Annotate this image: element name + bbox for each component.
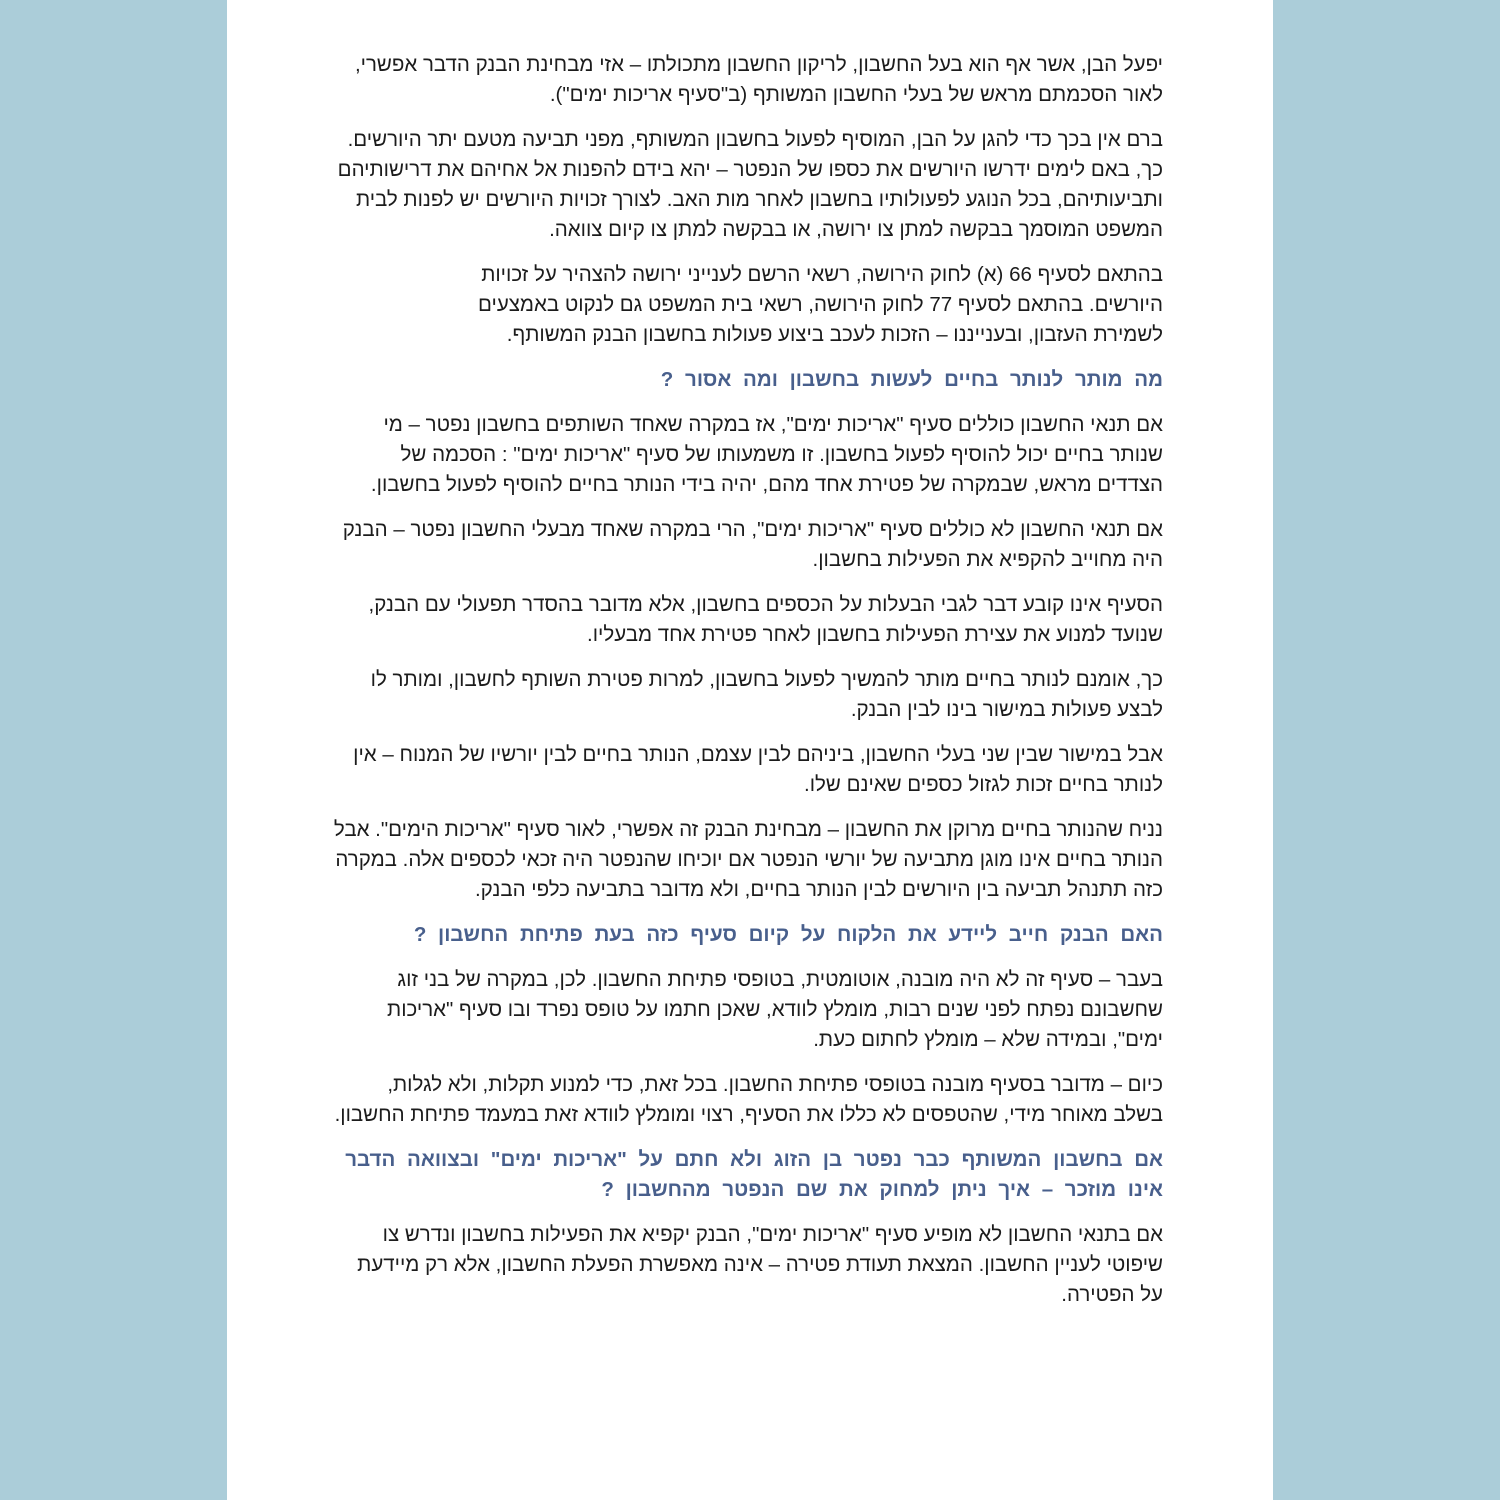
paragraph-3: בהתאם לסעיף 66 (א) לחוק הירושה, רשאי הרשם לענייני ירושה להצהיר על זכויות היורשים. בהתאם לסעיף 77 לחוק הירושה, רשאי בית המשפט גם לנקוט באמצעים לשמירת העזבון, ובענייננו – הזכות לעכב ביצוע פעולות בחשבון הבנק המשותף. (478, 263, 1163, 346)
paragraph-7: כך, אומנם לנותר בחיים מותר להמשיך לפעול בחשבון, למרות פטירת השותף לחשבון, ומותר לו לבצע פעולות במישור בינו לבין הבנק. (370, 668, 1163, 721)
paragraph-1: יפעל הבן, אשר אף הוא בעל החשבון, לריקון החשבון מתכולתו – אזי מבחינת הבנק הדבר אפשרי, לאור הסכמתם מראש של בעלי החשבון המשותף (ב"סעיף אריכות ימים"). (354, 53, 1163, 106)
section-heading-allowed-forbidden: מה מותר לנותר בחיים לעשות בחשבון ומה אסור ? (660, 368, 1163, 391)
paragraph-10: בעבר – סעיף זה לא היה מובנה, אוטומטית, בטופסי פתיחת החשבון. לכן, במקרה של בני זוג שחשבונם נפתח לפני שנים רבות, מומלץ לוודא, שאכן חתמו על טופס נפרד ובו סעיף "אריכות ימים", ובמידה שלא – מומלץ לחתום כעת. (387, 968, 1163, 1051)
section-heading-bank-obligation: האם הבנק חייב ליידע את הלקוח על קיום סעיף כזה בעת פתיחת החשבון ? (413, 923, 1163, 946)
paragraph-5: אם תנאי החשבון לא כוללים סעיף "אריכות ימים", הרי במקרה שאחד מבעלי החשבון נפטר – הבנק היה מחוייב להקפיא את הפעילות בחשבון. (342, 518, 1163, 571)
document-page (227, 0, 1273, 1500)
paragraph-4: אם תנאי החשבון כוללים סעיף "אריכות ימים", אז במקרה שאחד השותפים בחשבון נפטר – מי שנותר בחיים יכול להוסיף לפעול בחשבון. זו משמעותו של סעיף "אריכות ימים" : הסכמה של הצדדים מראש, שבמקרה של פטירת אחד מהם, יהיה בידי הנותר בחיים להוסיף לפעול בחשבון. (370, 413, 1163, 496)
paragraph-6: הסעיף אינו קובע דבר לגבי הבעלות על הכספים בחשבון, אלא מדובר בהסדר תפעולי עם הבנק, שנועד למנוע את עצירת הפעילות בחשבון לאחר פטירת אחד מבעליו. (368, 593, 1163, 646)
paragraph-12: אם בתנאי החשבון לא מופיע סעיף "אריכות ימים", הבנק יקפיא את הפעילות בחשבון ונדרש צו שיפוטי לעניין החשבון. המצאת תעודת פטירה – אינה מאפשרת הפעלת החשבון, אלא רק מיידעת על הפטירה. (357, 1223, 1163, 1306)
section-heading-remove-deceased: אם בחשבון המשותף כבר נפטר בן הזוג ולא חתם על "אריכות ימים" ובצוואה הדבר אינו מוזכר – איך ניתן למחוק את שם הנפטר מהחשבון ? (345, 1148, 1163, 1201)
paragraph-9: נניח שהנותר בחיים מרוקן את החשבון – מבחינת הבנק זה אפשרי, לאור סעיף "אריכות הימים". אבל הנותר בחיים אינו מוגן מתביעה של יורשי הנפטר אם יוכיחו שהנפטר היה זכאי לכספים אלה. במקרה כזה תתנהל תביעה בין היורשים לבין הנותר בחיים, ולא מדובר בתביעה כלפי הבנק. (333, 818, 1163, 901)
paragraph-8: אבל במישור שבין שני בעלי החשבון, ביניהם לבין עצמם, הנותר בחיים לבין יורשיו של המנוח – אין לנותר בחיים זכות לגזול כספים שאינם שלו. (353, 743, 1163, 796)
paragraph-11: כיום – מדובר בסעיף מובנה בטופסי פתיחת החשבון. בכל זאת, כדי למנוע תקלות, ולא לגלות, בשלב מאוחר מידי, שהטפסים לא כללו את הסעיף, רצוי ומומלץ לוודא זאת במעמד פתיחת החשבון. (334, 1073, 1163, 1126)
paragraph-2: ברם אין בכך כדי להגן על הבן, המוסיף לפעול בחשבון המשותף, מפני תביעה מטעם יתר היורשים. כך, באם לימים ידרשו היורשים את כספו של הנפטר – יהא בידם להפנות אל אחיהם את דרישותיהם ותביעותיהם, בכל הנוגע לפעולותיו בחשבון לאחר מות האב. לצורך זכויות היורשים יש לפנות לבית המשפט המוסמך בבקשה למתן צו ירושה, או בבקשה למתן צו קיום צוואה. (337, 128, 1163, 241)
